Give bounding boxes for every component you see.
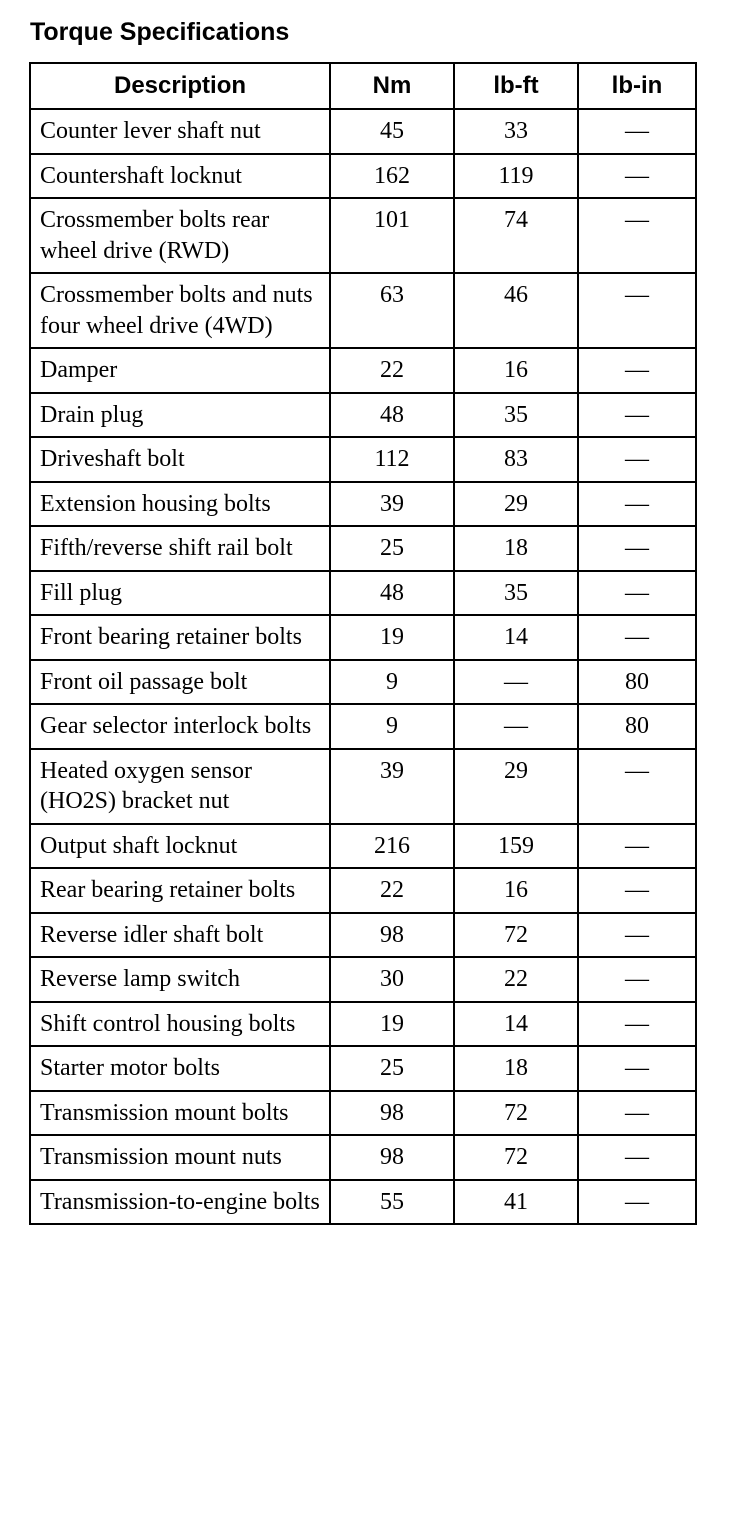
cell-nm: 63 — [330, 273, 454, 348]
cell-lbft: 33 — [454, 109, 578, 154]
table-row — [30, 704, 696, 749]
cell-description: Heated oxygen sensor (HO2S) bracket nut — [30, 749, 330, 824]
cell-lbin: 80 — [578, 660, 696, 705]
cell-lbin: — — [578, 482, 696, 527]
table-row — [30, 273, 696, 348]
cell-description: Extension housing bolts — [30, 482, 330, 527]
cell-lbft: 29 — [454, 749, 578, 824]
cell-description: Damper — [30, 348, 330, 393]
cell-description: Transmission mount nuts — [30, 1135, 330, 1180]
cell-lbin: — — [578, 615, 696, 660]
table-body — [30, 109, 696, 1224]
cell-description: Counter lever shaft nut — [30, 109, 330, 154]
column-header-nm: Nm — [330, 63, 454, 109]
table-row — [30, 526, 696, 571]
cell-nm: 19 — [330, 615, 454, 660]
header-row — [30, 63, 696, 109]
cell-description: Fill plug — [30, 571, 330, 616]
table-row — [30, 437, 696, 482]
cell-nm: 55 — [330, 1180, 454, 1225]
cell-nm: 162 — [330, 154, 454, 199]
table-row — [30, 824, 696, 869]
cell-description: Countershaft locknut — [30, 154, 330, 199]
table-row — [30, 615, 696, 660]
cell-lbin: — — [578, 273, 696, 348]
cell-description: Drain plug — [30, 393, 330, 438]
cell-lbin: — — [578, 437, 696, 482]
cell-lbft: 18 — [454, 1046, 578, 1091]
cell-lbft: 22 — [454, 957, 578, 1002]
cell-nm: 25 — [330, 1046, 454, 1091]
cell-lbft: 83 — [454, 437, 578, 482]
table-row — [30, 1135, 696, 1180]
table-row — [30, 393, 696, 438]
torque-spec-table — [29, 62, 697, 1225]
table-row — [30, 348, 696, 393]
table-row — [30, 957, 696, 1002]
cell-lbin: — — [578, 571, 696, 616]
table-row — [30, 1091, 696, 1136]
cell-nm: 19 — [330, 1002, 454, 1047]
cell-nm: 48 — [330, 393, 454, 438]
cell-lbft: 46 — [454, 273, 578, 348]
cell-description: Front oil passage bolt — [30, 660, 330, 705]
cell-description: Transmission-to-engine bolts — [30, 1180, 330, 1225]
cell-lbft: 18 — [454, 526, 578, 571]
cell-lbft: 72 — [454, 1091, 578, 1136]
cell-lbin: — — [578, 348, 696, 393]
cell-lbin: — — [578, 868, 696, 913]
cell-lbin: — — [578, 1002, 696, 1047]
cell-lbft: 29 — [454, 482, 578, 527]
cell-nm: 30 — [330, 957, 454, 1002]
cell-lbft: 74 — [454, 198, 578, 273]
cell-description: Transmission mount bolts — [30, 1091, 330, 1136]
cell-description: Driveshaft bolt — [30, 437, 330, 482]
table-row — [30, 868, 696, 913]
cell-lbft: 35 — [454, 393, 578, 438]
cell-lbin: — — [578, 824, 696, 869]
cell-lbft: 41 — [454, 1180, 578, 1225]
cell-nm: 112 — [330, 437, 454, 482]
cell-lbin: — — [578, 1180, 696, 1225]
cell-lbft: 72 — [454, 913, 578, 958]
cell-lbft: 72 — [454, 1135, 578, 1180]
cell-nm: 216 — [330, 824, 454, 869]
cell-nm: 9 — [330, 704, 454, 749]
cell-description: Rear bearing retainer bolts — [30, 868, 330, 913]
cell-description: Reverse lamp switch — [30, 957, 330, 1002]
cell-description: Crossmember bolts rear wheel drive (RWD) — [30, 198, 330, 273]
cell-lbft: 16 — [454, 348, 578, 393]
cell-nm: 22 — [330, 348, 454, 393]
page-title: Torque Specifications — [30, 18, 290, 46]
cell-nm: 22 — [330, 868, 454, 913]
cell-lbin: — — [578, 1091, 696, 1136]
table-row — [30, 154, 696, 199]
cell-nm: 98 — [330, 913, 454, 958]
cell-lbin: — — [578, 526, 696, 571]
cell-nm: 101 — [330, 198, 454, 273]
table-row — [30, 482, 696, 527]
column-header-lbin: lb-in — [578, 63, 696, 109]
cell-lbft: 14 — [454, 615, 578, 660]
cell-lbin: 80 — [578, 704, 696, 749]
cell-lbft: 119 — [454, 154, 578, 199]
table-row — [30, 660, 696, 705]
cell-description: Fifth/reverse shift rail bolt — [30, 526, 330, 571]
cell-lbft: 16 — [454, 868, 578, 913]
cell-lbft: 35 — [454, 571, 578, 616]
cell-description: Shift control housing bolts — [30, 1002, 330, 1047]
cell-lbin: — — [578, 749, 696, 824]
cell-lbin: — — [578, 393, 696, 438]
table-row — [30, 1002, 696, 1047]
table-row — [30, 1046, 696, 1091]
cell-description: Output shaft locknut — [30, 824, 330, 869]
table-row — [30, 109, 696, 154]
cell-lbft: 159 — [454, 824, 578, 869]
cell-lbft: 14 — [454, 1002, 578, 1047]
cell-lbin: — — [578, 1135, 696, 1180]
cell-description: Front bearing retainer bolts — [30, 615, 330, 660]
cell-description: Starter motor bolts — [30, 1046, 330, 1091]
table-row — [30, 1180, 696, 1225]
table-row — [30, 571, 696, 616]
cell-nm: 98 — [330, 1135, 454, 1180]
cell-nm: 48 — [330, 571, 454, 616]
table-row — [30, 749, 696, 824]
cell-lbin: — — [578, 154, 696, 199]
cell-description: Reverse idler shaft bolt — [30, 913, 330, 958]
cell-lbin: — — [578, 109, 696, 154]
column-header-lbft: lb-ft — [454, 63, 578, 109]
cell-nm: 9 — [330, 660, 454, 705]
cell-lbin: — — [578, 913, 696, 958]
cell-lbft: — — [454, 704, 578, 749]
cell-nm: 98 — [330, 1091, 454, 1136]
cell-nm: 39 — [330, 482, 454, 527]
cell-lbin: — — [578, 1046, 696, 1091]
cell-lbin: — — [578, 198, 696, 273]
cell-lbin: — — [578, 957, 696, 1002]
table-row — [30, 913, 696, 958]
table-row — [30, 198, 696, 273]
cell-nm: 25 — [330, 526, 454, 571]
cell-description: Gear selector interlock bolts — [30, 704, 330, 749]
cell-nm: 45 — [330, 109, 454, 154]
cell-lbft: — — [454, 660, 578, 705]
column-header-description: Description — [30, 63, 330, 109]
cell-description: Crossmember bolts and nuts four wheel drive (4WD) — [30, 273, 330, 348]
cell-nm: 39 — [330, 749, 454, 824]
